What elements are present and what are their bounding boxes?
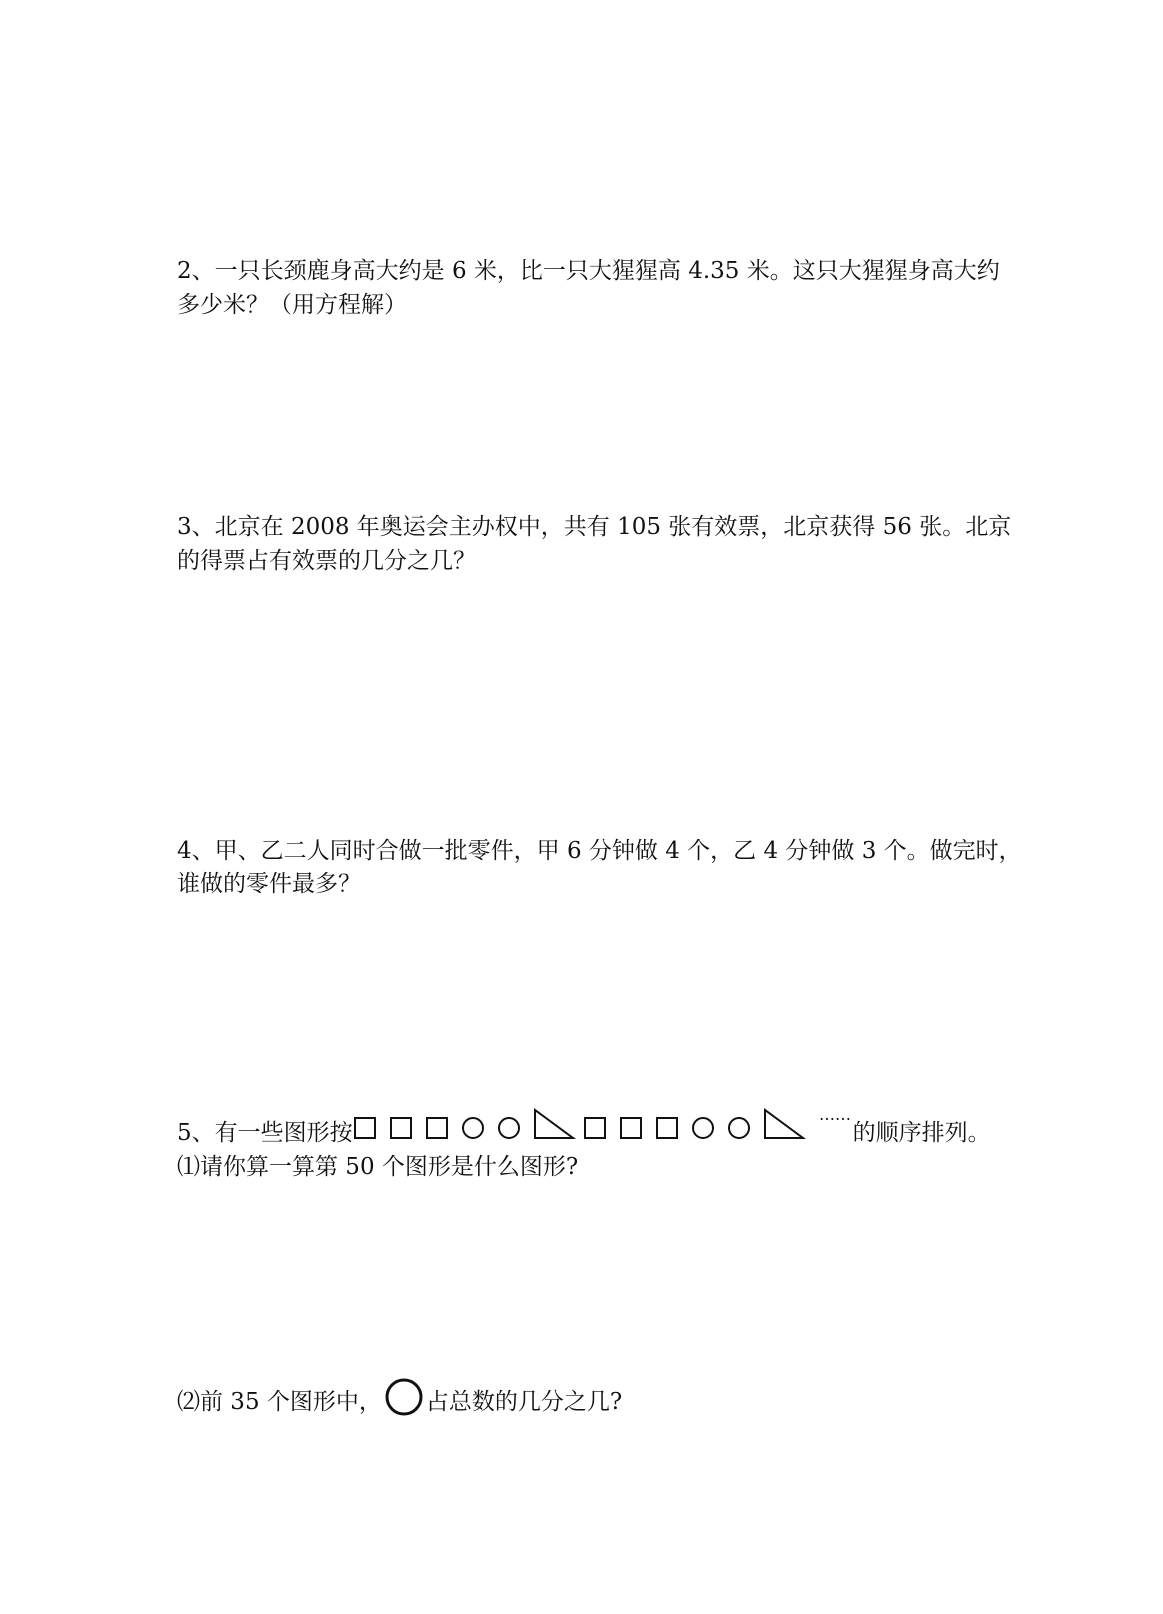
question-2-line-2: 多少米？（用方程解）	[177, 292, 407, 318]
question-5-part-2-before: ⑵前 35 个图形中，	[177, 1389, 382, 1415]
triangle-icon	[535, 1110, 573, 1138]
triangle-icon	[765, 1110, 803, 1138]
question-4-line-1: 4、甲、乙二人同时合做一批零件，甲 6 分钟做 4 个，乙 4 分钟做 3 个。做完时，	[177, 838, 1022, 864]
square-icon	[657, 1118, 677, 1138]
square-icon	[427, 1118, 447, 1138]
square-icon	[585, 1118, 605, 1138]
sequence-ellipsis: ……	[818, 1108, 851, 1124]
question-3-line-1: 3、北京在 2008 年奥运会主办权中，共有 105 张有效票，北京获得 56 张。北京	[177, 514, 1012, 540]
circle-icon	[729, 1118, 749, 1138]
question-3-line-2: 的得票占有效票的几分之几？	[177, 548, 476, 574]
question-2-line-1: 2、一只长颈鹿身高大约是 6 米，比一只大猩猩高 4.35 米。这只大猩猩身高大约	[177, 258, 1000, 284]
circle-icon	[382, 1377, 426, 1417]
shape-sequence	[353, 1108, 853, 1144]
square-icon	[355, 1118, 375, 1138]
circle-icon	[499, 1118, 519, 1138]
circle-icon	[693, 1118, 713, 1138]
question-5-intro-after: 的顺序排列。	[852, 1120, 991, 1146]
question-5-part-2-after: 占总数的几分之几?	[425, 1389, 623, 1415]
circle-icon	[463, 1118, 483, 1138]
question-5-part-1: ⑴请你算一算第 50 个图形是什么图形?	[177, 1154, 579, 1180]
square-icon	[391, 1118, 411, 1138]
question-4-line-2: 谁做的零件最多？	[177, 871, 361, 897]
question-5-intro	[177, 1108, 991, 1148]
square-icon	[621, 1118, 641, 1138]
question-5-part-2	[177, 1377, 622, 1417]
question-5-intro-before: 5、有一些图形按	[177, 1120, 353, 1146]
